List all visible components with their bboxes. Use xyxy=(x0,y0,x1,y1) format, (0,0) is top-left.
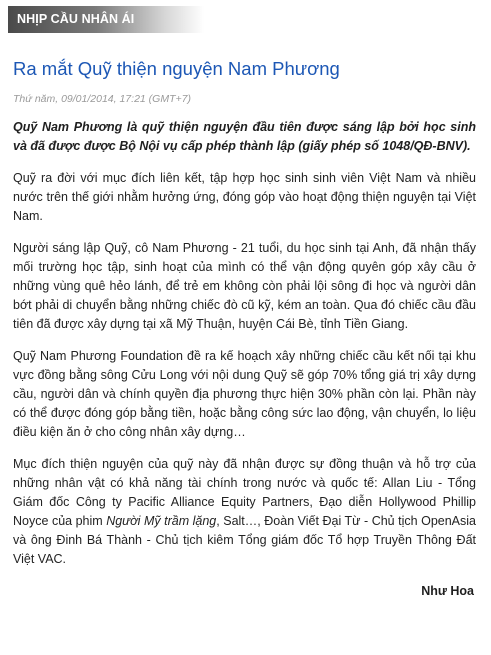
article-paragraph-3: Quỹ Nam Phương Foundation đề ra kế hoạch xây những chiếc cầu kết nối tại khu vực đồng bằng sông Cửu Long với nội dung Quỹ sẽ góp 70% tổng giá trị xây dựng cầu, người dân và chính quyền địa phương thực hiện 30% phần còn lại. Phần này có thể được đóng góp bằng tiền, hoặc bằng công sức lao động, vận chuyển, lo liệu điều kiện ăn ở cho công nhân xây dựng… xyxy=(13,349,476,439)
section-label[interactable]: NHỊP CẦU NHÂN ÁI xyxy=(8,6,204,33)
article xyxy=(13,57,476,600)
article-lead: Quỹ Nam Phương là quỹ thiện nguyện đầu tiên được sáng lập bởi học sinh và đã được được Bộ Nội vụ cấp phép thành lập (giấy phép số 1048/QĐ-BNV). xyxy=(13,120,476,153)
article-paragraph-4 xyxy=(13,455,476,569)
article-author: Như Hoa xyxy=(421,584,474,598)
article-date: Thứ năm, 09/01/2014, 17:21 (GMT+7) xyxy=(13,93,191,105)
article-paragraph-2: Người sáng lập Quỹ, cô Nam Phương - 21 tuổi, du học sinh tại Anh, đã nhận thấy mối trường học tập, sinh hoạt của mình có thể vận động quyên góp xây cầu ở những vùng quê hẻo lánh, để trẻ em không còn phải lội sông đi học và người dân bớt phải di chuyển bằng những chiếc đò cũ kỹ, kém an toàn. Qua đó chiếc cầu đầu tiên đã được xây dựng tại xã Mỹ Thuận, huyện Cái Bè, tỉnh Tiền Giang. xyxy=(13,241,476,331)
paragraph-4-text-b: , Salt…, Đoàn Viết Đại Từ - Chủ tịch OpenAsia và ông Đinh Bá Thành - Chủ tịch kiêm Tổng giám đốc Tổ hợp Truyền Thông Đất Việt VAC. xyxy=(13,514,476,566)
film-title: Người Mỹ trầm lặng xyxy=(106,514,217,528)
paragraph-4-text-a: Mục đích thiện nguyện của quỹ này đã nhận được sự đồng thuận và hỗ trợ của những nhân vật có khả năng tài chính trong nước và quốc tế: Allan Liu - Tổng Giám đốc Công ty Pacific Alliance Equity Partners, Đạo diễn Hollywood Phillip Noyce của phim xyxy=(13,457,476,528)
section-header xyxy=(0,0,491,40)
article-title[interactable]: Ra mắt Quỹ thiện nguyện Nam Phương xyxy=(13,58,340,79)
article-paragraph-1: Quỹ ra đời với mục đích liên kết, tập hợp học sinh sinh viên Việt Nam và nhiều nước trên thế giới nhằm hưởng ứng, đóng góp vào hoạt động thiện nguyện tại Việt Nam. xyxy=(13,171,476,223)
